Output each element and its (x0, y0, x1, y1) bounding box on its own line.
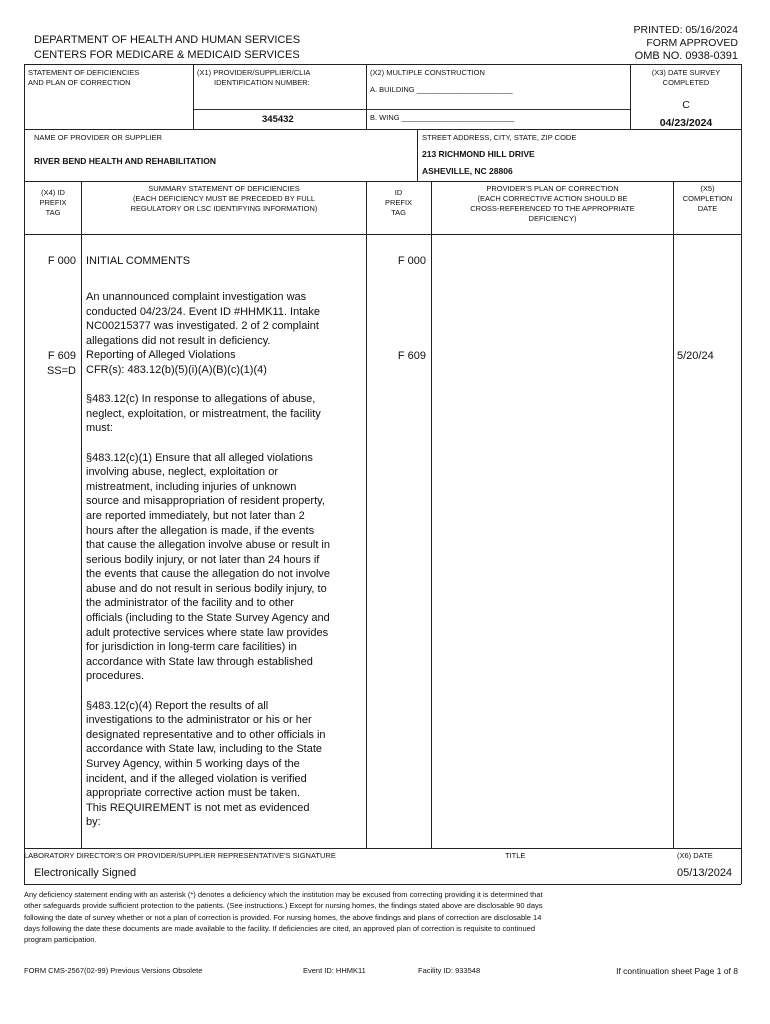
body-line: the events that cause the allegation do not involve (86, 568, 331, 581)
signature-label: LABORATORY DIRECTOR'S OR PROVIDER/SUPPLIER REPRESENTATIVE'S SIGNATURE (24, 851, 336, 860)
id-header-1: ID (394, 188, 403, 197)
completion-date: 5/20/24 (677, 350, 714, 362)
event-id: Event ID: HHMK11 (303, 966, 366, 975)
signature-bottom-rule (24, 884, 741, 885)
x1-rule (193, 109, 366, 110)
left-border (24, 64, 25, 884)
address-city: ASHEVILLE, NC 28806 (422, 166, 513, 176)
body-line: NC00215377 was investigated. 2 of 2 complaint (86, 320, 319, 333)
tag-f609-right: F 609 (397, 350, 426, 362)
x4-header-2: PREFIX (39, 198, 67, 207)
body-line: accordance with State law through established (86, 655, 313, 668)
body-line: appropriate corrective action must be taken. (86, 787, 301, 800)
tag-f609: F 609 (47, 350, 76, 362)
top-rule (24, 64, 741, 65)
x3-label-2: COMPLETED (662, 78, 710, 87)
body-line: source and misappropriation of resident property, (86, 495, 325, 508)
col-divider-3 (431, 181, 432, 848)
x3-letter: C (682, 99, 690, 111)
body-line: conducted 04/23/24. Event ID #HHMK11. Intake (86, 305, 320, 318)
x5-header-2: COMPLETION (682, 194, 733, 203)
x1-label-1: (X1) PROVIDER/SUPPLIER/CLIA (197, 68, 311, 77)
address-label: STREET ADDRESS, CITY, STATE, ZIP CODE (422, 133, 577, 142)
body-line: the administrator of the facility and to other (86, 597, 294, 610)
department-name: DEPARTMENT OF HEALTH AND HUMAN SERVICES (34, 34, 301, 46)
right-border (741, 64, 742, 884)
id-header-3: TAG (391, 208, 406, 217)
plan-header-3: CROSS-REFERENCED TO THE APPROPRIATE (470, 204, 635, 213)
body-line: by: (86, 816, 101, 829)
facility-id: Facility ID: 933548 (418, 966, 481, 975)
column-header-rule (24, 234, 741, 235)
body-line: This REQUIREMENT is not met as evidenced (86, 801, 310, 814)
x1-value: 345432 (262, 114, 294, 125)
disclaimer-line: Any deficiency statement ending with an asterisk (*) denotes a deficiency which the institution may be excused from correcting providing it is determined that (24, 890, 543, 899)
col-divider-1 (81, 181, 82, 848)
provider-label: NAME OF PROVIDER OR SUPPLIER (34, 133, 162, 142)
provider-rule (24, 181, 741, 182)
body-line: abuse and do not result in serious bodily injury, to (86, 582, 327, 595)
provider-divider (417, 129, 418, 181)
body-line: Survey Agency, within 5 working days of the (86, 758, 300, 770)
centers-name: CENTERS FOR MEDICARE & MEDICAID SERVICES (34, 49, 300, 61)
x5-header-3: DATE (697, 204, 718, 213)
x3-divider (630, 64, 631, 129)
body-line: are reported immediately, but not later than 2 (86, 509, 305, 522)
x2-divider (366, 64, 367, 129)
plan-header-1: PROVIDER'S PLAN OF CORRECTION (486, 184, 619, 193)
x1-divider (193, 64, 194, 129)
col-divider-2 (366, 181, 367, 848)
body-line: accordance with State law, including to the State (86, 743, 323, 756)
col-divider-4 (673, 181, 674, 848)
body-line: for jurisdiction in long-term care facilities) in (86, 641, 297, 654)
building-wing-rule (366, 109, 630, 110)
summary-header-3: REGULATORY OR LSC IDENTIFYING INFORMATION) (130, 204, 318, 213)
page-number: If continuation sheet Page 1 of 8 (616, 966, 738, 976)
provider-name: RIVER BEND HEALTH AND REHABILITATION (34, 156, 216, 166)
signature-date: 05/13/2024 (677, 867, 733, 879)
omb-number: OMB NO. 0938-0391 (634, 50, 738, 62)
body-line: incident, and if the alleged violation is verified (86, 772, 307, 785)
x1-label-2: IDENTIFICATION NUMBER: (214, 78, 310, 87)
body-line: procedures. (86, 670, 145, 683)
body-line: §483.12(c)(1) Ensure that all alleged violations (86, 451, 313, 464)
x4-header-3: TAG (45, 208, 61, 217)
x2-wing: B. WING ___________________________ (370, 113, 515, 122)
body-line: neglect, exploitation, or mistreatment, the facility (86, 407, 321, 420)
signature-value: Electronically Signed (34, 867, 137, 879)
disclaimer-line: program participation. (24, 935, 97, 945)
body-line: §483.12(c)(4) Report the results of all (86, 699, 269, 712)
deficiency-text (86, 290, 364, 830)
body-line: An unannounced complaint investigation was (86, 291, 307, 303)
x5-header-1: (X5) (700, 184, 715, 193)
body-line: designated representative and to other officials in (86, 728, 326, 741)
statement-label-1: STATEMENT OF DEFICIENCIES (28, 68, 140, 77)
disclaimer-line: following the date of survey whether or not a plan of correction is provided. For nursing homes, the above findings and plans of correction are disclosable 14 (24, 912, 542, 922)
tag-f000: F 000 (47, 255, 76, 267)
initial-comments: INITIAL COMMENTS (86, 255, 191, 267)
body-line: allegations did not result in deficiency. (86, 334, 271, 347)
summary-header-1: SUMMARY STATEMENT OF DEFICIENCIES (148, 184, 300, 193)
signature-rule (24, 848, 741, 849)
tag-ssd: SS=D (46, 365, 76, 377)
summary-header-2: (EACH DEFICIENCY MUST BE PRECEDED BY FULL (132, 194, 316, 203)
body-line: §483.12(c) In response to allegations of abuse, (86, 393, 316, 406)
body-line: hours after the allegation is made, if the events (86, 524, 315, 537)
disclaimer (24, 889, 744, 945)
tag-f000-right: F 000 (397, 255, 426, 267)
body-line: Reporting of Alleged Violations (86, 349, 236, 362)
x3-date: 04/23/2024 (659, 117, 713, 129)
x2-building: A. BUILDING _______________________ (370, 85, 513, 94)
statement-label-2: AND PLAN OF CORRECTION (28, 78, 131, 87)
body-line: involving abuse, neglect, exploitation or (86, 466, 279, 479)
body-line: officials (including to the State Survey Agency and (86, 612, 330, 625)
x3-label-1: (X3) DATE SURVEY (651, 68, 721, 77)
plan-header-2: (EACH CORRECTIVE ACTION SHOULD BE (477, 194, 628, 203)
title-label: TITLE (505, 851, 526, 860)
body-line: investigations to the administrator or his or her (86, 714, 312, 727)
body-line: serious bodily injury, or not later than 24 hours if (86, 553, 320, 566)
address-street: 213 RICHMOND HILL DRIVE (422, 149, 535, 159)
form-number: FORM CMS-2567(02-99) Previous Versions Obsolete (24, 966, 203, 975)
body-line: must: (86, 422, 113, 435)
body-line: mistreatment, including injuries of unknown (86, 480, 297, 493)
disclaimer-line: days following the date these documents are made available to the facility. If deficiencies are cited, an approved plan of correction is requisite to continued (24, 923, 535, 933)
body-line: that cause the allegation involve abuse or result in (86, 539, 330, 552)
form-approved: FORM APPROVED (646, 37, 738, 49)
x2-label: (X2) MULTIPLE CONSTRUCTION (370, 68, 485, 77)
body-line: adult protective services where state law provides (86, 626, 329, 639)
x4-header-1: (X4) ID (41, 188, 65, 197)
disclaimer-line: other safeguards provide sufficient protection to the patients. (See instructions.) Except for nursing homes, the findings stated above are disclosable 90 days (24, 901, 543, 911)
plan-header-4: DEFICIENCY) (528, 214, 577, 223)
id-header-2: PREFIX (384, 198, 413, 207)
printed-date: PRINTED: 05/16/2024 (633, 24, 738, 36)
body-line: CFR(s): 483.12(b)(5)(i)(A)(B)(c)(1)(4) (86, 363, 267, 376)
date-label: (X6) DATE (677, 851, 713, 860)
